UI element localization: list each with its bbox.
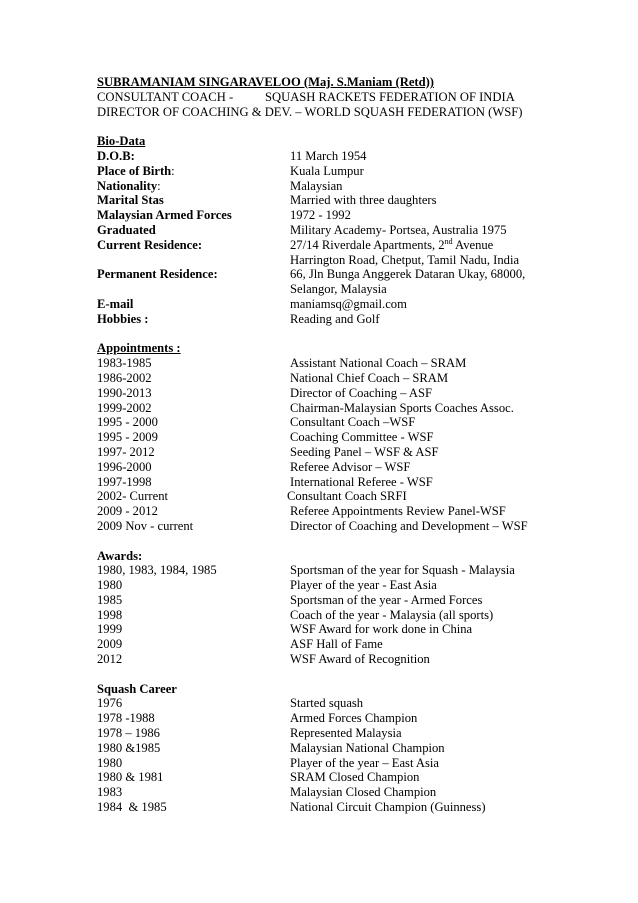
- hobbies-row: [97, 312, 617, 327]
- career-year: 1976: [97, 696, 123, 711]
- current-residence-line1: 27/14 Riverdale Apartments, 2: [290, 237, 445, 252]
- appointment-title: Director of Coaching and Development – WSF: [290, 518, 528, 533]
- current-residence-line1-end: Avenue: [452, 237, 494, 252]
- award-row: [97, 608, 617, 623]
- appointment-period: 1983-1985: [97, 356, 152, 371]
- career-year: 1978 – 1986: [97, 726, 160, 741]
- appointment-row: [97, 371, 617, 386]
- appointment-row: [97, 356, 617, 371]
- appointment-period: 2002- Current: [97, 489, 168, 504]
- biodata-label: Nationality: [97, 178, 158, 193]
- award-row: [97, 578, 617, 593]
- current-residence-line2: Harrington Road, Chetput, Tamil Nadu, India: [290, 252, 520, 267]
- cv-page: [97, 75, 617, 815]
- career-achievement: Started squash: [290, 696, 364, 711]
- career-achievement: Malaysian Closed Champion: [290, 785, 437, 800]
- career-achievement: SRAM Closed Champion: [290, 770, 420, 785]
- biodata-row: [97, 193, 617, 208]
- career-year: 1980: [97, 755, 123, 770]
- award-year: 1980: [97, 578, 123, 593]
- appointment-title: National Chief Coach – SRAM: [290, 370, 449, 385]
- award-row: [97, 637, 617, 652]
- appointment-period: 2009 Nov - current: [97, 518, 194, 533]
- appointment-title: Referee Advisor – WSF: [290, 459, 411, 474]
- role-organisation: SQUASH RACKETS FEDERATION OF INDIA: [265, 89, 515, 104]
- appointment-title: Referee Appointments Review Panel-WSF: [290, 504, 506, 519]
- biodata-row: [97, 164, 617, 179]
- appointment-row: [97, 475, 617, 490]
- biodata-value: Married with three daughters: [290, 193, 437, 208]
- biodata-heading: Bio-Data: [97, 134, 146, 149]
- biodata-row: [97, 223, 617, 238]
- email-value: maniamsq@gmail.com: [290, 296, 407, 311]
- current-residence-row: [97, 238, 617, 253]
- appointment-period: 1997- 2012: [97, 444, 155, 459]
- role-line-wsf: DIRECTOR OF COACHING & DEV. – WORLD SQUASH FEDERATION (WSF): [97, 104, 523, 119]
- appointment-title: Director of Coaching – ASF: [290, 385, 433, 400]
- permanent-residence-line1: 66, Jln Bunga Anggerek Dataran Ukay, 68000,: [290, 267, 526, 282]
- award-year: 2012: [97, 652, 123, 667]
- appointment-row: [97, 430, 617, 445]
- career-year: 1978 -1988: [97, 711, 155, 726]
- career-row: [97, 711, 617, 726]
- award-title: WSF Award of Recognition: [290, 652, 430, 667]
- role-title: CONSULTANT COACH -: [97, 89, 234, 104]
- appointment-row: [97, 415, 617, 430]
- award-row: [97, 593, 617, 608]
- career-achievement: Armed Forces Champion: [290, 711, 418, 726]
- appointment-row: [97, 445, 617, 460]
- career-year: 1980 &1985: [97, 740, 161, 755]
- appointment-period: 2009 - 2012: [97, 504, 158, 519]
- career-heading: Squash Career: [97, 681, 177, 696]
- email-row: [97, 297, 617, 312]
- hobbies-value: Reading and Golf: [290, 311, 380, 326]
- award-year: 1999: [97, 622, 123, 637]
- permanent-residence-row: [97, 267, 617, 282]
- appointment-title: International Referee - WSF: [290, 474, 433, 489]
- career-row: [97, 741, 617, 756]
- hobbies-label: Hobbies :: [97, 311, 149, 326]
- award-row: [97, 563, 617, 578]
- award-year: 1980, 1983, 1984, 1985: [97, 563, 217, 578]
- biodata-value: Military Academy- Portsea, Australia 1975: [290, 222, 507, 237]
- biodata-label-colon: :: [171, 163, 175, 178]
- appointment-row: [97, 519, 617, 534]
- appointment-title: Consultant Coach –WSF: [290, 415, 416, 430]
- appointments-heading: Appointments :: [97, 341, 181, 356]
- award-year: 2009: [97, 637, 123, 652]
- appointment-row: [97, 401, 617, 416]
- career-row: [97, 696, 617, 711]
- biodata-label: Graduated: [97, 222, 156, 237]
- biodata-row: [97, 208, 617, 223]
- appointment-title: Consultant Coach SRFI: [287, 489, 407, 504]
- award-year: 1998: [97, 607, 123, 622]
- appointment-period: 1997-1998: [97, 474, 152, 489]
- appointment-period: 1986-2002: [97, 370, 152, 385]
- current-residence-value: [290, 238, 493, 253]
- award-year: 1985: [97, 592, 123, 607]
- appointment-row: [97, 386, 617, 401]
- award-row: [97, 652, 617, 667]
- biodata-label: Malaysian Armed Forces: [97, 208, 232, 223]
- career-row: [97, 726, 617, 741]
- biodata-value: 11 March 1954: [290, 148, 367, 163]
- permanent-residence-label: Permanent Residence:: [97, 267, 218, 282]
- biodata-row: [97, 179, 617, 194]
- email-label: E-mail: [97, 296, 134, 311]
- appointment-period: 1995 - 2000: [97, 415, 158, 430]
- appointment-period: 1996-2000: [97, 459, 152, 474]
- permanent-residence-line2: Selangor, Malaysia: [290, 282, 387, 297]
- biodata-label: Marital Stas: [97, 193, 164, 208]
- appointment-period: 1990-2013: [97, 385, 152, 400]
- career-row: [97, 785, 617, 800]
- biodata-value: 1972 - 1992: [290, 208, 351, 223]
- awards-heading: Awards:: [97, 548, 143, 563]
- career-year: 1983: [97, 785, 123, 800]
- career-achievement: Malaysian National Champion: [290, 740, 445, 755]
- career-year: 1984 & 1985: [97, 800, 167, 815]
- appointment-row: [97, 489, 617, 504]
- career-row: [97, 800, 617, 815]
- award-title: WSF Award for work done in China: [290, 622, 473, 637]
- appointment-row: [97, 460, 617, 475]
- appointment-title: Seeding Panel – WSF & ASF: [290, 444, 439, 459]
- career-achievement: National Circuit Champion (Guinness): [290, 800, 486, 815]
- career-achievement: Represented Malaysia: [290, 726, 402, 741]
- appointment-period: 1999-2002: [97, 400, 152, 415]
- cv-name-heading: SUBRAMANIAM SINGARAVELOO (Maj. S.Maniam (Retd)): [97, 75, 434, 89]
- appointment-period: 1995 - 2009: [97, 430, 158, 445]
- ordinal-suffix: nd: [444, 236, 453, 246]
- biodata-row: [97, 149, 617, 164]
- appointment-title: Assistant National Coach – SRAM: [290, 356, 467, 371]
- appointment-title: Chairman-Malaysian Sports Coaches Assoc.: [290, 400, 514, 415]
- career-row: [97, 770, 617, 785]
- career-achievement: Player of the year – East Asia: [290, 755, 439, 770]
- award-row: [97, 622, 617, 637]
- role-line-srfi: [97, 90, 617, 105]
- biodata-label-colon: :: [157, 178, 161, 193]
- biodata-value: Malaysian: [290, 178, 343, 193]
- career-row: [97, 756, 617, 771]
- biodata-label: D.O.B:: [97, 148, 135, 163]
- current-residence-label: Current Residence:: [97, 237, 203, 252]
- award-title: Sportsman of the year for Squash - Malaysia: [290, 563, 515, 578]
- award-title: ASF Hall of Fame: [290, 637, 383, 652]
- award-title: Coach of the year - Malaysia (all sports): [290, 607, 494, 622]
- biodata-value: Kuala Lumpur: [290, 163, 364, 178]
- career-year: 1980 & 1981: [97, 770, 164, 785]
- award-title: Sportsman of the year - Armed Forces: [290, 592, 483, 607]
- award-title: Player of the year - East Asia: [290, 578, 437, 593]
- appointment-title: Coaching Committee - WSF: [290, 430, 434, 445]
- appointment-row: [97, 504, 617, 519]
- permanent-residence-row-2: [97, 282, 617, 297]
- current-residence-row-2: [97, 253, 617, 268]
- biodata-label: Place of Birth: [97, 163, 172, 178]
